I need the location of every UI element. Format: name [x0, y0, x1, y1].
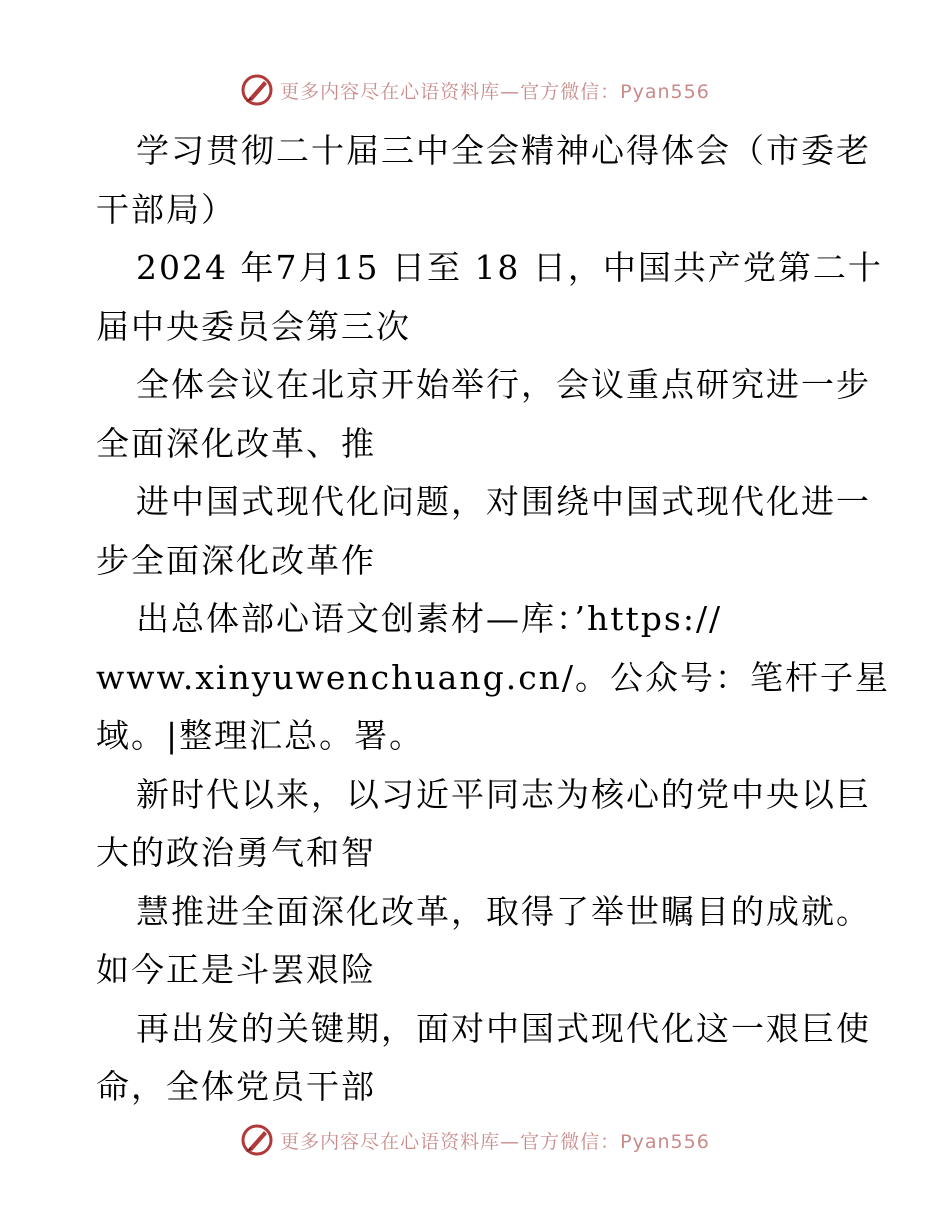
text-line: 域。|整理汇总。署。	[96, 716, 425, 755]
text-line: 全体会议在北京开始举行，会议重点研究进一步	[136, 365, 871, 404]
pen-seal-logo-icon	[240, 1123, 274, 1157]
text-line: 届中央委员会第三次	[96, 306, 411, 346]
watermark-text: 更多内容尽在心语资料库—官方微信：Pyan556	[280, 1130, 710, 1153]
header-watermark	[0, 70, 950, 110]
text-line: 如今正是斗罢艰险	[96, 950, 376, 989]
text-line: 命，全体党员干部	[96, 1067, 376, 1106]
text-line: 干部局）	[96, 189, 236, 229]
watermark-text: 更多内容尽在心语资料库—官方微信：Pyan556	[280, 80, 710, 103]
text-line: 大的政治勇气和智	[96, 833, 376, 872]
text-line: 新时代以来，以习近平同志为核心的党中央以巨	[136, 774, 871, 814]
text-line: 再出发的关键期，面对中国式现代化这一艰巨使	[136, 1008, 871, 1048]
text-line: 进中国式现代化问题，对围绕中国式现代化进一	[136, 482, 871, 521]
text-line: 学习贯彻二十届三中全会精神心得体会（市委老	[136, 131, 871, 170]
text-line: 2024 年7月15 日至 18 日，中国共产党第二十	[136, 248, 883, 287]
pen-seal-logo-icon	[240, 73, 274, 107]
text-line: 慧推进全面深化改革，取得了举世瞩目的成就。	[136, 891, 871, 931]
document-body	[96, 122, 891, 1117]
text-line: 步全面深化改革作	[96, 540, 376, 580]
text-line: www.xinyuwenchuang.cn/。公众号：笔杆子星	[96, 657, 891, 697]
footer-watermark	[0, 1120, 950, 1160]
text-line: 出总体部心语文创素材—库：’https://	[136, 599, 723, 638]
text-line: 全面深化改革、推	[96, 423, 376, 463]
